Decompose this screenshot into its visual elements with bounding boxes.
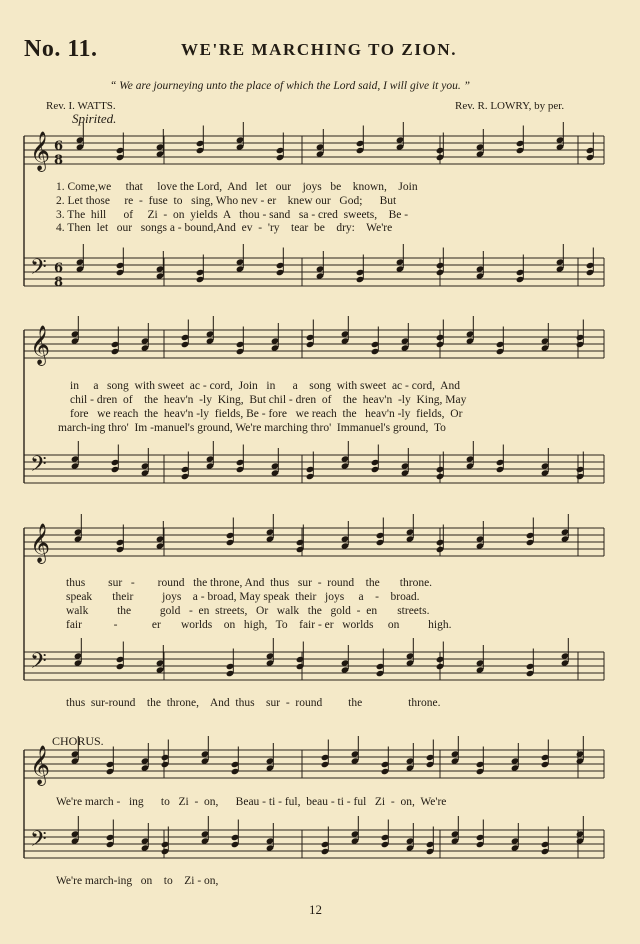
verse-4-line-1: 4. Then let our songs a - bound,And ev - 'ry tear be dry: We're <box>56 222 393 234</box>
bass-clef-icon: 𝄢 <box>30 452 47 482</box>
verse-4-line-3: fair - er worlds on high, To fair - er worlds on high. <box>66 619 452 631</box>
bass-clef-icon: 𝄢 <box>30 255 47 285</box>
treble-clef-icon: 𝄞 <box>30 523 51 563</box>
bass-clef-icon: 𝄢 <box>30 827 47 857</box>
treble-clef-icon: 𝄞 <box>30 325 51 365</box>
scripture-quote: “ We are journeying unto the place of which the Lord said, I will give it you. ” <box>110 80 470 92</box>
chorus-bass-lyrics: We're march-ing on to Zi - on, <box>56 875 219 887</box>
verse-4-line-2: march-ing thro' Im -manuel's ground, We're marching thro' Immanuel's ground, To <box>58 422 446 434</box>
verse-3-line-1: 3. The hill of Zi - on yields A thou - sand sa - cred sweets, Be - <box>56 209 409 221</box>
tempo-marking: Spirited. <box>72 111 117 126</box>
verse-1-line-1: 1. Come,we that love the Lord, And let our joys be known, Join <box>56 181 418 193</box>
music-credit: Rev. R. LOWRY, by per. <box>455 100 565 112</box>
bass-lyric-line-3: thus sur-round the throne, And thus sur - round the throne. <box>66 697 441 709</box>
verse-2-line-1: 2. Let those re - fuse to sing, Who nev - er knew our God; But <box>56 195 397 207</box>
verse-2-line-3: speak their joys a - broad, May speak their joys a - broad. <box>66 591 420 603</box>
verse-1-line-3: thus sur - round the throne, And thus sur - round the throne. <box>66 577 433 589</box>
verse-1-line-2: in a song with sweet ac - cord, Join in a song with sweet ac - cord, And <box>70 380 460 392</box>
hymn-title: WE'RE MARCHING TO ZION. <box>181 40 458 59</box>
treble-clef-icon: 𝄞 <box>30 745 51 785</box>
time-signature-6-8: 8 <box>54 153 64 168</box>
chorus-label: CHORUS. <box>52 734 104 748</box>
time-signature-6-8: 8 <box>54 275 64 290</box>
verse-2-line-2: chil - dren of the heav'n -ly King, But chil - dren of the heav'n -ly King, May <box>70 394 467 406</box>
time-signature-6-8: 6 <box>54 261 64 276</box>
verse-3-line-2: fore we reach the heav'n -ly fields, Be - fore we reach the heav'n -ly fields, Or <box>70 408 463 420</box>
treble-clef-icon: 𝄞 <box>30 131 51 171</box>
time-signature-6-8: 6 <box>54 139 64 154</box>
hymn-number: No. 11. <box>24 36 98 62</box>
verse-3-line-3: walk the gold - en streets, Or walk the gold - en streets. <box>66 605 430 617</box>
bass-clef-icon: 𝄢 <box>30 649 47 679</box>
words-credit: Rev. I. WATTS. <box>46 100 116 112</box>
page-number: 12 <box>309 902 322 917</box>
chorus-lyrics: We're march - ing to Zi - on, Beau - ti - ful, beau - ti - ful Zi - on, We're <box>56 796 447 808</box>
